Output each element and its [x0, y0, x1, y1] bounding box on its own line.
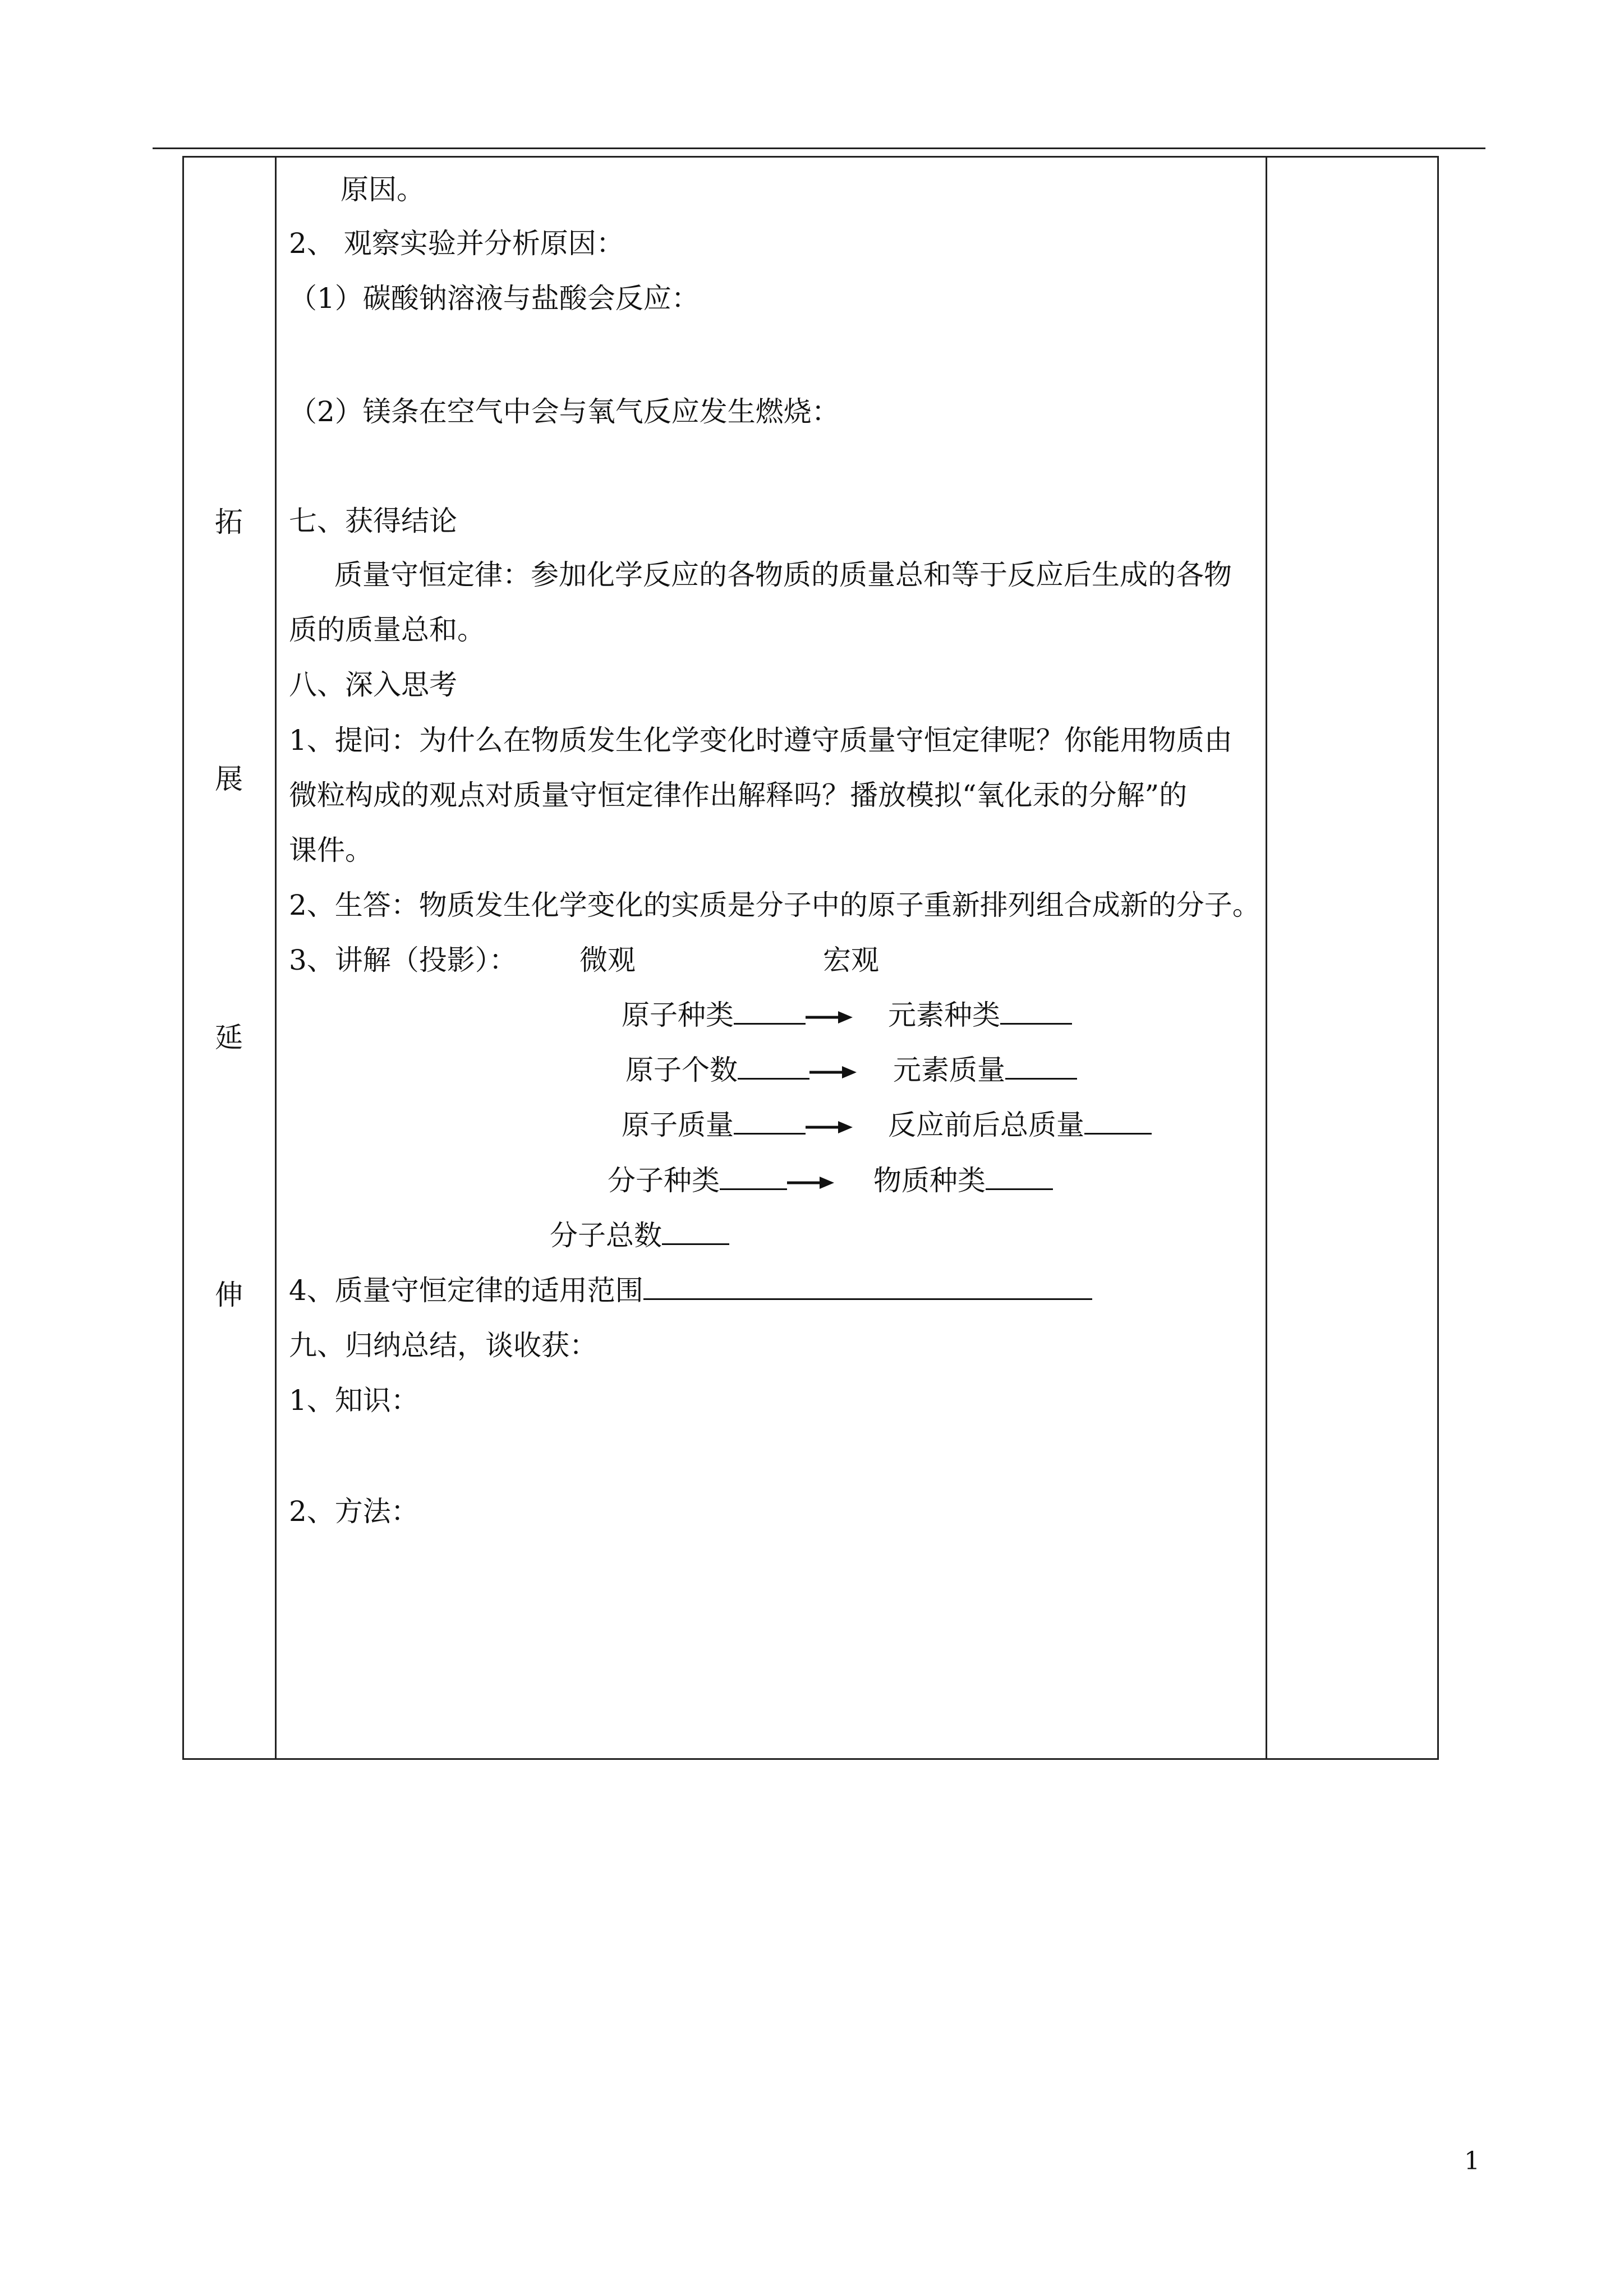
row4-left-label: 分子种类 — [608, 1164, 720, 1197]
row2-left-blank — [738, 1053, 809, 1080]
mapping-row-3 — [622, 1108, 853, 1142]
page-number: 1 — [1464, 2147, 1480, 2175]
heading-conclusion: 七、获得结论 — [289, 505, 457, 537]
mapping-row-2 — [625, 1053, 857, 1087]
column-divider-left — [275, 158, 277, 1758]
mapping-row-5 — [550, 1219, 729, 1252]
mapping-row-1 — [622, 998, 853, 1032]
text-scope — [289, 1274, 1092, 1307]
row4-left-blank — [720, 1164, 787, 1190]
text-law-statement-1: 质量守恒定律：参加化学反应的各物质的质量总和等于反应后生成的各物 — [334, 559, 1232, 591]
text-method: 2、方法： — [289, 1495, 419, 1528]
mapping-row-4-right — [873, 1164, 1053, 1197]
row2-right-label: 元素质量 — [893, 1054, 1005, 1086]
row1-left-blank — [734, 998, 806, 1025]
label-macro: 宏观 — [823, 944, 879, 976]
row4-right-label: 物质种类 — [873, 1164, 986, 1197]
heading-deep-thinking: 八、深入思考 — [289, 668, 457, 701]
text-student-answer: 2、生答：物质发生化学变化的实质是分子中的原子重新排列组合成新的分子。 — [289, 889, 1260, 921]
text-reason: 原因。 — [341, 173, 425, 206]
scope-label: 4、质量守恒定律的适用范围 — [289, 1274, 643, 1307]
mapping-row-2-right — [893, 1053, 1077, 1087]
row4-right-blank — [986, 1164, 1053, 1190]
row1-right-blank — [1000, 998, 1072, 1025]
mapping-row-1-right — [888, 998, 1072, 1032]
row3-right-blank — [1084, 1108, 1152, 1135]
arrow-icon — [809, 1064, 857, 1081]
row2-right-blank — [1005, 1053, 1077, 1080]
label-micro: 微观 — [579, 944, 636, 976]
row1-right-label: 元素种类 — [888, 999, 1000, 1031]
header-rule — [153, 147, 1485, 149]
side-label-char-3: 延 — [215, 1021, 243, 1054]
row2-left-label: 原子个数 — [625, 1054, 738, 1086]
arrow-icon — [787, 1174, 834, 1191]
text-question-3: 课件。 — [289, 834, 373, 866]
mapping-row-4 — [608, 1164, 834, 1197]
text-law-statement-2: 质的质量总和。 — [289, 614, 485, 646]
row3-right-label: 反应前后总质量 — [888, 1109, 1084, 1141]
side-label-char-1: 拓 — [215, 506, 243, 538]
text-observe-experiment: 2、 观察实验并分析原因： — [289, 227, 624, 260]
arrow-icon — [806, 1009, 853, 1026]
row3-left-label: 原子质量 — [622, 1109, 734, 1141]
text-magnesium-burning: （2）镁条在空气中会与氧气反应发生燃烧： — [289, 395, 840, 428]
text-knowledge: 1、知识： — [289, 1384, 419, 1417]
side-label-char-2: 展 — [215, 763, 243, 795]
row5-left-blank — [662, 1219, 729, 1245]
text-question-2: 微粒构成的观点对质量守恒定律作出解释吗？播放模拟“氧化汞的分解”的 — [289, 779, 1188, 812]
column-divider-right — [1266, 158, 1267, 1758]
text-explain-projection: 3、讲解（投影）： — [289, 944, 517, 976]
text-question-1: 1、提问：为什么在物质发生化学变化时遵守质量守恒定律呢？你能用物质由 — [289, 724, 1232, 757]
arrow-icon — [806, 1119, 853, 1136]
side-label-char-4: 伸 — [215, 1279, 243, 1311]
row1-left-label: 原子种类 — [622, 999, 734, 1031]
scope-blank — [643, 1274, 1092, 1300]
text-sodium-carbonate: （1）碳酸钠溶液与盐酸会反应： — [289, 282, 700, 315]
heading-summary: 九、归纳总结，谈收获： — [289, 1329, 597, 1362]
row3-left-blank — [734, 1108, 806, 1135]
row5-left-label: 分子总数 — [550, 1219, 662, 1252]
mapping-row-3-right — [888, 1108, 1152, 1142]
